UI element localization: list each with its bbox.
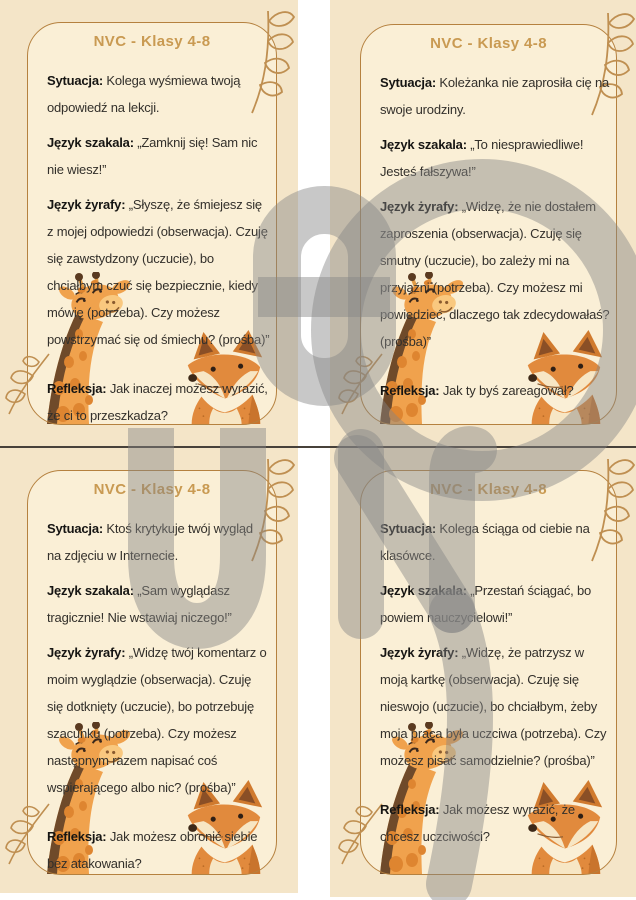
card-section — [380, 377, 610, 404]
card-section — [47, 823, 270, 877]
section-text: „Sam wyglądasz tragicznie! Nie wstawiaj niczego!” — [47, 583, 232, 625]
card-section — [47, 191, 270, 353]
section-text: „To niesprawiedliwe! Jesteś fałszywa!” — [380, 137, 584, 179]
section-text: Jak ty byś zareagował? — [439, 383, 574, 398]
section-text: Koleżanka nie zaprosiła cię na swoje urodziny. — [380, 75, 610, 117]
section-label: Sytuacja: — [47, 521, 104, 536]
card-section — [47, 515, 270, 569]
card-body — [360, 515, 617, 850]
section-text: Kolega ściąga od ciebie na klasówce. — [380, 521, 590, 563]
section-label: Język żyrafy: — [47, 197, 126, 212]
card-section — [47, 577, 270, 631]
section-label: Język szakala: — [47, 583, 134, 598]
section-label: Refleksja: — [47, 381, 107, 396]
card-section — [47, 375, 270, 429]
section-text: „Przestań ściągać, bo powiem nauczycielowi!” — [380, 583, 592, 625]
section-label: Język szakala: — [380, 583, 467, 598]
section-label: Język żyrafy: — [380, 645, 459, 660]
section-text: „Widzę, że patrzysz w moją kartkę (obserwacja). Czuję się nieswojo (uczucie), bo chciałbym, żeby moja praca była uczciwa (potrzeba). Czy możesz pisać samodzielnie? (prośba)” — [380, 645, 607, 768]
section-text: „Zamknij się! Sam nic nie wiesz!” — [47, 135, 258, 177]
card-section — [380, 796, 610, 850]
section-text: „Widzę twój komentarz o moim wyglądzie (obserwacja). Czuję się dotknięty (uczucie), bo potrzebuję szacunku (potrzeba). Czy możesz następnym razem napisać coś wspierającego albo nic? (prośba)” — [47, 645, 267, 795]
card-body — [360, 69, 617, 404]
card-title: NVC - Klasy 4-8 — [93, 33, 211, 50]
section-label: Język szakala: — [47, 135, 134, 150]
card-section — [380, 639, 610, 774]
card-section — [380, 69, 610, 123]
card-title: NVC - Klasy 4-8 — [430, 481, 547, 498]
section-label: Język szakala: — [380, 137, 467, 152]
section-label: Język żyrafy: — [47, 645, 126, 660]
card-title: NVC - Klasy 4-8 — [93, 481, 211, 498]
card-section — [47, 639, 270, 801]
page-cut-line — [0, 446, 636, 448]
section-text: Jak inaczej możesz wyrazić, że ci to przeszkadza? — [47, 381, 268, 423]
card-section — [47, 129, 270, 183]
section-label: Język żyrafy: — [380, 199, 459, 214]
card-section — [380, 515, 610, 569]
card-body — [27, 515, 277, 877]
section-label: Refleksja: — [47, 829, 107, 844]
section-text: Jak możesz wyrazić, że chcesz uczciwości? — [380, 802, 575, 844]
section-text: Kolega wyśmiewa twoją odpowiedź na lekcji. — [47, 73, 241, 115]
section-label: Sytuacja: — [380, 75, 437, 90]
section-text: Ktoś krytykuje twój wygląd na zdjęciu w Internecie. — [47, 521, 253, 563]
section-text: „Widzę, że nie dostałem zaproszenia (obserwacja). Czuję się smutny (uczucie), bo zależy mi na przyjaźni (potrzeba). Czy możesz mi powiedzieć, dlaczego tak zdecydowałaś? (prośba)” — [380, 199, 610, 349]
section-label: Sytuacja: — [47, 73, 104, 88]
card-title: NVC - Klasy 4-8 — [430, 35, 547, 52]
section-label: Sytuacja: — [380, 521, 437, 536]
card-section — [380, 193, 610, 355]
card-body — [27, 67, 277, 429]
card-section — [47, 67, 270, 121]
section-text: Jak możesz obronić siebie bez atakowania? — [47, 829, 258, 871]
card-section — [380, 577, 610, 631]
card-section — [380, 131, 610, 185]
section-text: „Słyszę, że śmiejesz się z mojej odpowiedzi (obserwacja). Czuję się zawstydzony (uczucie), bo chciałbym czuć się bezpiecznie, kiedy mówię (potrzeba). Czy możesz powstrzymać się od śmiechu? (prośba)” — [47, 197, 270, 347]
section-label: Refleksja: — [380, 383, 440, 398]
page-bottom-margin — [0, 893, 298, 900]
section-label: Refleksja: — [380, 802, 440, 817]
